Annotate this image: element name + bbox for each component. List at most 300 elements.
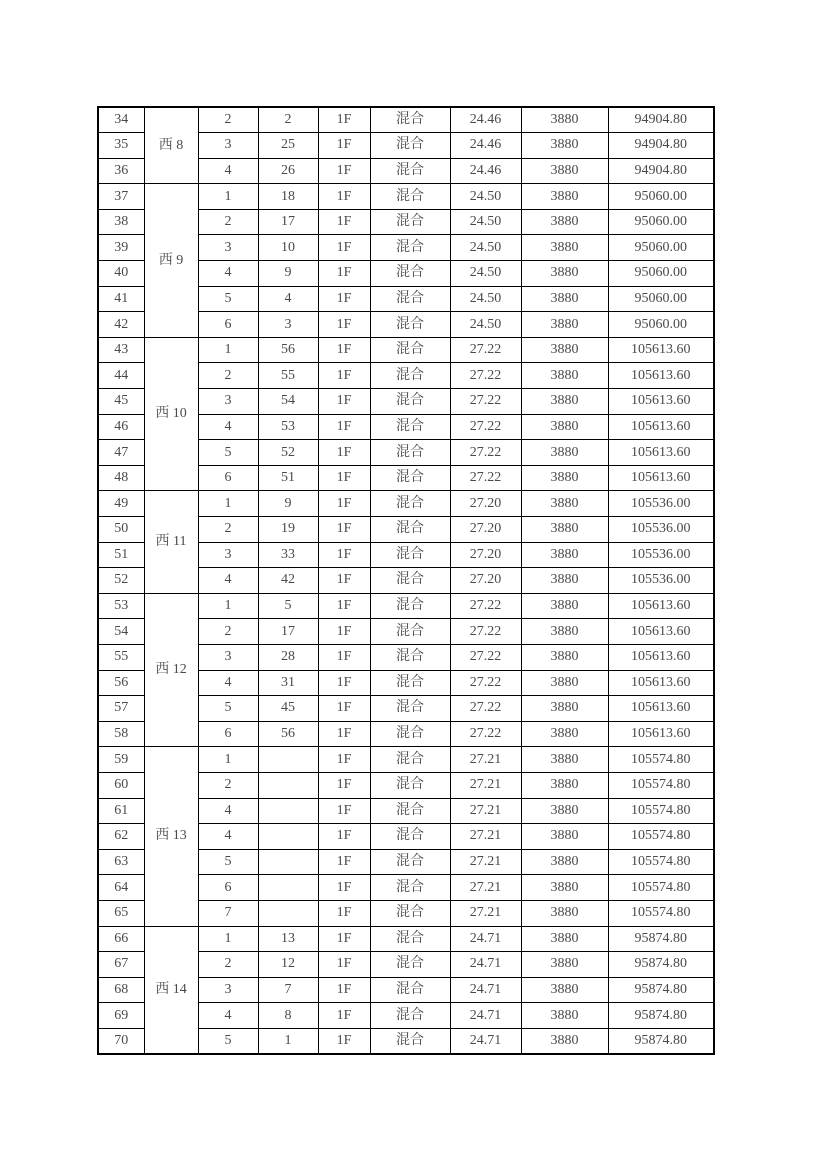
cell-unit-price: 3880 <box>521 875 608 901</box>
cell-unit-number: 25 <box>258 133 318 159</box>
cell-structure-type: 混合 <box>370 1003 450 1029</box>
cell-area: 27.22 <box>450 619 521 645</box>
cell-unit-number <box>258 824 318 850</box>
cell-unit-price: 3880 <box>521 824 608 850</box>
cell-total-price: 95060.00 <box>608 261 714 287</box>
cell-row-number: 58 <box>98 721 144 747</box>
cell-structure-type: 混合 <box>370 286 450 312</box>
table-body <box>98 107 714 1054</box>
cell-sequence: 4 <box>198 1003 258 1029</box>
cell-total-price: 105536.00 <box>608 491 714 517</box>
cell-unit-number: 3 <box>258 312 318 338</box>
cell-unit-number: 56 <box>258 337 318 363</box>
cell-unit-price: 3880 <box>521 542 608 568</box>
cell-structure-type: 混合 <box>370 312 450 338</box>
cell-area: 24.50 <box>450 209 521 235</box>
cell-floor: 1F <box>318 696 370 722</box>
cell-structure-type: 混合 <box>370 491 450 517</box>
cell-area: 24.50 <box>450 286 521 312</box>
cell-total-price: 95060.00 <box>608 312 714 338</box>
cell-floor: 1F <box>318 926 370 952</box>
cell-area: 27.22 <box>450 696 521 722</box>
cell-floor: 1F <box>318 849 370 875</box>
cell-structure-type: 混合 <box>370 798 450 824</box>
cell-total-price: 105613.60 <box>608 619 714 645</box>
cell-unit-number: 4 <box>258 286 318 312</box>
cell-unit-number <box>258 900 318 926</box>
cell-unit-number: 9 <box>258 491 318 517</box>
cell-total-price: 105613.60 <box>608 593 714 619</box>
cell-sequence: 3 <box>198 542 258 568</box>
cell-total-price: 105613.60 <box>608 389 714 415</box>
cell-structure-type: 混合 <box>370 977 450 1003</box>
cell-structure-type: 混合 <box>370 440 450 466</box>
cell-floor: 1F <box>318 363 370 389</box>
cell-unit-price: 3880 <box>521 440 608 466</box>
table-row <box>98 184 714 210</box>
cell-row-number: 54 <box>98 619 144 645</box>
cell-sequence: 5 <box>198 440 258 466</box>
cell-floor: 1F <box>318 900 370 926</box>
cell-structure-type: 混合 <box>370 184 450 210</box>
cell-sequence: 3 <box>198 389 258 415</box>
cell-structure-type: 混合 <box>370 875 450 901</box>
cell-sequence: 4 <box>198 798 258 824</box>
cell-total-price: 95874.80 <box>608 977 714 1003</box>
table-row <box>98 107 714 133</box>
cell-total-price: 105613.60 <box>608 337 714 363</box>
cell-row-number: 51 <box>98 542 144 568</box>
cell-structure-type: 混合 <box>370 747 450 773</box>
cell-row-number: 55 <box>98 644 144 670</box>
cell-structure-type: 混合 <box>370 209 450 235</box>
cell-unit-price: 3880 <box>521 619 608 645</box>
cell-sequence: 1 <box>198 337 258 363</box>
cell-unit-price: 3880 <box>521 235 608 261</box>
cell-total-price: 105613.60 <box>608 696 714 722</box>
cell-floor: 1F <box>318 977 370 1003</box>
cell-floor: 1F <box>318 670 370 696</box>
cell-area: 24.46 <box>450 107 521 133</box>
cell-area: 24.46 <box>450 133 521 159</box>
cell-floor: 1F <box>318 721 370 747</box>
cell-structure-type: 混合 <box>370 824 450 850</box>
cell-unit-price: 3880 <box>521 568 608 594</box>
cell-area: 24.71 <box>450 952 521 978</box>
cell-structure-type: 混合 <box>370 952 450 978</box>
cell-floor: 1F <box>318 619 370 645</box>
cell-row-number: 37 <box>98 184 144 210</box>
cell-structure-type: 混合 <box>370 363 450 389</box>
cell-sequence: 4 <box>198 568 258 594</box>
cell-total-price: 105613.60 <box>608 465 714 491</box>
cell-sequence: 4 <box>198 261 258 287</box>
cell-total-price: 105613.60 <box>608 670 714 696</box>
cell-floor: 1F <box>318 491 370 517</box>
cell-unit-price: 3880 <box>521 644 608 670</box>
cell-row-number: 40 <box>98 261 144 287</box>
cell-area: 27.20 <box>450 542 521 568</box>
cell-unit-number: 51 <box>258 465 318 491</box>
cell-building-label: 西 11 <box>144 491 198 593</box>
cell-structure-type: 混合 <box>370 772 450 798</box>
cell-area: 27.22 <box>450 593 521 619</box>
cell-unit-number: 1 <box>258 1028 318 1054</box>
cell-unit-price: 3880 <box>521 107 608 133</box>
cell-row-number: 66 <box>98 926 144 952</box>
cell-unit-number: 26 <box>258 158 318 184</box>
cell-unit-price: 3880 <box>521 133 608 159</box>
cell-sequence: 5 <box>198 1028 258 1054</box>
cell-row-number: 43 <box>98 337 144 363</box>
cell-unit-number <box>258 772 318 798</box>
cell-floor: 1F <box>318 414 370 440</box>
cell-building-label: 西 10 <box>144 337 198 491</box>
cell-unit-price: 3880 <box>521 389 608 415</box>
cell-unit-price: 3880 <box>521 952 608 978</box>
cell-floor: 1F <box>318 158 370 184</box>
cell-total-price: 105574.80 <box>608 900 714 926</box>
unit-price-table <box>97 106 715 1055</box>
cell-row-number: 35 <box>98 133 144 159</box>
cell-row-number: 52 <box>98 568 144 594</box>
cell-row-number: 42 <box>98 312 144 338</box>
cell-structure-type: 混合 <box>370 644 450 670</box>
cell-building-label: 西 8 <box>144 107 198 184</box>
cell-row-number: 67 <box>98 952 144 978</box>
cell-area: 27.21 <box>450 772 521 798</box>
cell-structure-type: 混合 <box>370 721 450 747</box>
cell-unit-price: 3880 <box>521 261 608 287</box>
cell-row-number: 57 <box>98 696 144 722</box>
cell-structure-type: 混合 <box>370 1028 450 1054</box>
cell-row-number: 63 <box>98 849 144 875</box>
cell-area: 27.22 <box>450 721 521 747</box>
cell-row-number: 59 <box>98 747 144 773</box>
cell-structure-type: 混合 <box>370 593 450 619</box>
cell-unit-number: 33 <box>258 542 318 568</box>
cell-building-label: 西 9 <box>144 184 198 338</box>
cell-sequence: 3 <box>198 133 258 159</box>
cell-area: 27.22 <box>450 363 521 389</box>
cell-building-label: 西 12 <box>144 593 198 747</box>
cell-total-price: 95060.00 <box>608 209 714 235</box>
cell-row-number: 41 <box>98 286 144 312</box>
cell-sequence: 1 <box>198 926 258 952</box>
cell-unit-price: 3880 <box>521 798 608 824</box>
cell-unit-number: 12 <box>258 952 318 978</box>
cell-sequence: 5 <box>198 696 258 722</box>
cell-total-price: 105536.00 <box>608 568 714 594</box>
cell-structure-type: 混合 <box>370 517 450 543</box>
cell-total-price: 95874.80 <box>608 926 714 952</box>
cell-structure-type: 混合 <box>370 926 450 952</box>
cell-sequence: 4 <box>198 670 258 696</box>
cell-structure-type: 混合 <box>370 389 450 415</box>
cell-unit-price: 3880 <box>521 926 608 952</box>
cell-structure-type: 混合 <box>370 696 450 722</box>
cell-area: 27.21 <box>450 798 521 824</box>
cell-sequence: 4 <box>198 158 258 184</box>
cell-sequence: 7 <box>198 900 258 926</box>
cell-sequence: 2 <box>198 772 258 798</box>
cell-floor: 1F <box>318 465 370 491</box>
cell-unit-price: 3880 <box>521 849 608 875</box>
cell-total-price: 105574.80 <box>608 824 714 850</box>
cell-row-number: 50 <box>98 517 144 543</box>
cell-floor: 1F <box>318 337 370 363</box>
cell-total-price: 105613.60 <box>608 363 714 389</box>
cell-total-price: 105574.80 <box>608 747 714 773</box>
cell-floor: 1F <box>318 440 370 466</box>
cell-sequence: 2 <box>198 209 258 235</box>
cell-area: 24.71 <box>450 1028 521 1054</box>
cell-row-number: 46 <box>98 414 144 440</box>
cell-sequence: 1 <box>198 184 258 210</box>
cell-floor: 1F <box>318 568 370 594</box>
cell-unit-price: 3880 <box>521 286 608 312</box>
cell-total-price: 94904.80 <box>608 133 714 159</box>
cell-floor: 1F <box>318 133 370 159</box>
cell-sequence: 2 <box>198 517 258 543</box>
cell-sequence: 1 <box>198 593 258 619</box>
cell-total-price: 95060.00 <box>608 235 714 261</box>
cell-floor: 1F <box>318 644 370 670</box>
cell-sequence: 6 <box>198 721 258 747</box>
cell-row-number: 64 <box>98 875 144 901</box>
cell-unit-price: 3880 <box>521 414 608 440</box>
cell-unit-number: 18 <box>258 184 318 210</box>
cell-unit-price: 3880 <box>521 337 608 363</box>
cell-floor: 1F <box>318 107 370 133</box>
cell-unit-number <box>258 798 318 824</box>
cell-row-number: 38 <box>98 209 144 235</box>
cell-unit-number: 55 <box>258 363 318 389</box>
cell-area: 27.22 <box>450 644 521 670</box>
cell-area: 27.21 <box>450 824 521 850</box>
cell-row-number: 70 <box>98 1028 144 1054</box>
cell-unit-price: 3880 <box>521 1028 608 1054</box>
cell-unit-number: 56 <box>258 721 318 747</box>
cell-sequence: 5 <box>198 849 258 875</box>
cell-area: 27.21 <box>450 747 521 773</box>
cell-unit-number: 31 <box>258 670 318 696</box>
cell-floor: 1F <box>318 235 370 261</box>
cell-unit-number: 53 <box>258 414 318 440</box>
cell-area: 27.21 <box>450 900 521 926</box>
cell-area: 24.50 <box>450 184 521 210</box>
cell-unit-number: 42 <box>258 568 318 594</box>
cell-area: 24.50 <box>450 235 521 261</box>
table-row <box>98 926 714 952</box>
cell-unit-number: 5 <box>258 593 318 619</box>
cell-unit-number: 10 <box>258 235 318 261</box>
cell-row-number: 47 <box>98 440 144 466</box>
cell-sequence: 4 <box>198 414 258 440</box>
cell-row-number: 36 <box>98 158 144 184</box>
cell-area: 24.71 <box>450 1003 521 1029</box>
cell-structure-type: 混合 <box>370 133 450 159</box>
cell-sequence: 6 <box>198 312 258 338</box>
cell-unit-price: 3880 <box>521 1003 608 1029</box>
cell-area: 27.22 <box>450 465 521 491</box>
cell-unit-number: 9 <box>258 261 318 287</box>
cell-total-price: 105574.80 <box>608 798 714 824</box>
cell-sequence: 6 <box>198 875 258 901</box>
cell-row-number: 69 <box>98 1003 144 1029</box>
table-row <box>98 337 714 363</box>
cell-row-number: 39 <box>98 235 144 261</box>
cell-floor: 1F <box>318 209 370 235</box>
cell-area: 24.71 <box>450 977 521 1003</box>
cell-row-number: 44 <box>98 363 144 389</box>
cell-floor: 1F <box>318 542 370 568</box>
cell-total-price: 105613.60 <box>608 644 714 670</box>
cell-sequence: 5 <box>198 286 258 312</box>
cell-structure-type: 混合 <box>370 619 450 645</box>
cell-unit-number: 7 <box>258 977 318 1003</box>
cell-sequence: 2 <box>198 952 258 978</box>
cell-unit-number: 19 <box>258 517 318 543</box>
cell-area: 27.22 <box>450 389 521 415</box>
cell-floor: 1F <box>318 312 370 338</box>
cell-total-price: 94904.80 <box>608 107 714 133</box>
cell-area: 27.20 <box>450 568 521 594</box>
cell-area: 24.50 <box>450 312 521 338</box>
cell-unit-number: 8 <box>258 1003 318 1029</box>
cell-unit-price: 3880 <box>521 721 608 747</box>
cell-floor: 1F <box>318 875 370 901</box>
cell-unit-price: 3880 <box>521 772 608 798</box>
cell-structure-type: 混合 <box>370 900 450 926</box>
cell-row-number: 62 <box>98 824 144 850</box>
cell-sequence: 1 <box>198 491 258 517</box>
cell-structure-type: 混合 <box>370 670 450 696</box>
cell-unit-price: 3880 <box>521 747 608 773</box>
cell-unit-price: 3880 <box>521 465 608 491</box>
cell-floor: 1F <box>318 261 370 287</box>
cell-unit-number: 45 <box>258 696 318 722</box>
cell-floor: 1F <box>318 184 370 210</box>
cell-floor: 1F <box>318 798 370 824</box>
cell-total-price: 105536.00 <box>608 517 714 543</box>
cell-unit-price: 3880 <box>521 593 608 619</box>
cell-sequence: 6 <box>198 465 258 491</box>
cell-unit-price: 3880 <box>521 491 608 517</box>
cell-unit-number: 13 <box>258 926 318 952</box>
cell-unit-number: 17 <box>258 209 318 235</box>
cell-row-number: 48 <box>98 465 144 491</box>
cell-structure-type: 混合 <box>370 568 450 594</box>
cell-floor: 1F <box>318 389 370 415</box>
cell-row-number: 60 <box>98 772 144 798</box>
cell-area: 24.46 <box>450 158 521 184</box>
cell-unit-number <box>258 875 318 901</box>
cell-total-price: 95060.00 <box>608 286 714 312</box>
cell-total-price: 95874.80 <box>608 1003 714 1029</box>
table-row <box>98 491 714 517</box>
cell-total-price: 94904.80 <box>608 158 714 184</box>
cell-sequence: 1 <box>198 747 258 773</box>
cell-structure-type: 混合 <box>370 414 450 440</box>
cell-unit-price: 3880 <box>521 312 608 338</box>
cell-unit-number: 17 <box>258 619 318 645</box>
cell-unit-price: 3880 <box>521 900 608 926</box>
cell-total-price: 105574.80 <box>608 849 714 875</box>
cell-structure-type: 混合 <box>370 235 450 261</box>
cell-row-number: 34 <box>98 107 144 133</box>
cell-row-number: 65 <box>98 900 144 926</box>
cell-area: 27.20 <box>450 517 521 543</box>
cell-floor: 1F <box>318 772 370 798</box>
cell-total-price: 95060.00 <box>608 184 714 210</box>
cell-row-number: 61 <box>98 798 144 824</box>
cell-area: 27.22 <box>450 414 521 440</box>
cell-floor: 1F <box>318 1003 370 1029</box>
cell-total-price: 105613.60 <box>608 440 714 466</box>
cell-total-price: 95874.80 <box>608 952 714 978</box>
cell-structure-type: 混合 <box>370 261 450 287</box>
cell-floor: 1F <box>318 952 370 978</box>
cell-floor: 1F <box>318 824 370 850</box>
cell-row-number: 56 <box>98 670 144 696</box>
cell-unit-number: 28 <box>258 644 318 670</box>
cell-structure-type: 混合 <box>370 158 450 184</box>
cell-structure-type: 混合 <box>370 337 450 363</box>
cell-unit-price: 3880 <box>521 363 608 389</box>
cell-sequence: 3 <box>198 235 258 261</box>
cell-unit-price: 3880 <box>521 158 608 184</box>
cell-row-number: 49 <box>98 491 144 517</box>
cell-sequence: 4 <box>198 824 258 850</box>
cell-structure-type: 混合 <box>370 849 450 875</box>
cell-total-price: 95874.80 <box>608 1028 714 1054</box>
cell-area: 27.22 <box>450 337 521 363</box>
cell-sequence: 3 <box>198 977 258 1003</box>
cell-area: 27.22 <box>450 440 521 466</box>
cell-area: 24.71 <box>450 926 521 952</box>
cell-unit-number <box>258 849 318 875</box>
cell-total-price: 105613.60 <box>608 414 714 440</box>
cell-unit-price: 3880 <box>521 977 608 1003</box>
cell-row-number: 45 <box>98 389 144 415</box>
cell-structure-type: 混合 <box>370 465 450 491</box>
cell-area: 27.21 <box>450 875 521 901</box>
cell-building-label: 西 14 <box>144 926 198 1054</box>
cell-total-price: 105613.60 <box>608 721 714 747</box>
table-row <box>98 747 714 773</box>
cell-row-number: 68 <box>98 977 144 1003</box>
cell-unit-price: 3880 <box>521 670 608 696</box>
cell-total-price: 105574.80 <box>608 772 714 798</box>
cell-floor: 1F <box>318 593 370 619</box>
cell-floor: 1F <box>318 747 370 773</box>
cell-unit-price: 3880 <box>521 184 608 210</box>
table-row <box>98 593 714 619</box>
cell-unit-number: 54 <box>258 389 318 415</box>
cell-unit-price: 3880 <box>521 209 608 235</box>
cell-sequence: 3 <box>198 644 258 670</box>
cell-sequence: 2 <box>198 363 258 389</box>
cell-sequence: 2 <box>198 107 258 133</box>
cell-area: 24.50 <box>450 261 521 287</box>
cell-unit-number <box>258 747 318 773</box>
cell-unit-number: 2 <box>258 107 318 133</box>
cell-building-label: 西 13 <box>144 747 198 926</box>
cell-area: 27.21 <box>450 849 521 875</box>
cell-total-price: 105536.00 <box>608 542 714 568</box>
cell-row-number: 53 <box>98 593 144 619</box>
